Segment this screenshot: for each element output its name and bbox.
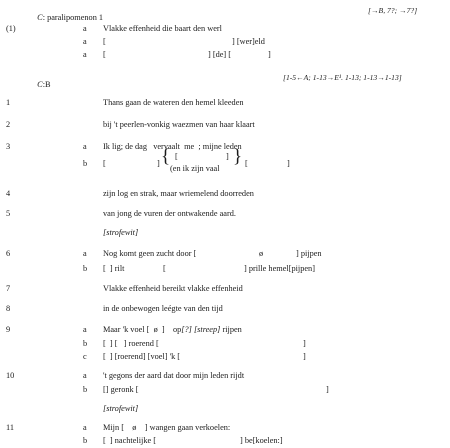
line-8: in de onbewogen leégte van den tijd — [103, 304, 223, 313]
section1-row-3-open: [ — [103, 50, 106, 59]
line-number-11: 11 — [6, 423, 14, 432]
section2-note: [1-5←A; 1-13→E¹. 1-13; 1-13→1-13] — [283, 73, 402, 82]
line-10-letter-b: b — [83, 385, 88, 394]
line-6b-3: ] prille hemel[pijpen] — [244, 264, 315, 273]
line-number-5: 5 — [6, 209, 11, 218]
line-6a-pre: Nog komt geen zucht door [ — [103, 249, 197, 258]
line-number-9: 9 — [6, 325, 11, 334]
section1-row-1: Vlakke effenheid die baart den werl — [103, 24, 222, 33]
line-9c-end: ] — [303, 352, 306, 361]
line-6b-1: [ ] rilt — [103, 264, 125, 273]
strofewit-2: [strofewit] — [103, 404, 139, 413]
line-11a: Mijn [ ø ] wangen gaan verkoelen: — [103, 423, 231, 432]
section2-title: C:B — [37, 80, 51, 90]
line-2: bij 't peerlen-vonkig waezmen van haar klaart — [103, 120, 255, 129]
section1-row-2-open: [ — [103, 37, 106, 46]
line-3b-end-close: ] — [287, 159, 290, 168]
line-6-letter-b: b — [83, 264, 88, 273]
line-9-letter-c: c — [83, 352, 87, 361]
line-3a: Ik lig; de dag vervaalt me ; mijne leden — [103, 142, 242, 151]
line-number-3: 3 — [6, 142, 11, 151]
strofewit-1: [strofewit] — [103, 228, 139, 237]
line-number-10: 10 — [6, 371, 15, 380]
line-9b: [ ] [ ] roerend [ — [103, 339, 159, 348]
line-3-letter-a: a — [83, 142, 87, 151]
line-3b-close: ] — [157, 159, 160, 168]
line-6a-mid: ø — [259, 249, 264, 258]
line-10-letter-a: a — [83, 371, 87, 380]
line-9b-end: ] — [303, 339, 306, 348]
section1-number: (1) — [6, 24, 16, 33]
line-3-letter-b: b — [83, 159, 88, 168]
line-9c: [ ] [roerend] [voel] 'k [ — [103, 352, 181, 361]
header-title: C: paralipomenon 1 — [37, 13, 104, 23]
brace-top-close: ] — [226, 152, 229, 161]
line-number-8: 8 — [6, 304, 11, 313]
line-9-letter-b: b — [83, 339, 88, 348]
line-9a: Maar 'k voel [ ø ] op[?] [streep] rijpen — [103, 325, 242, 334]
line-3b-open: [ — [103, 159, 106, 168]
section1-row-2-close: ] [wer]eld — [232, 37, 265, 46]
line-number-4: 4 — [6, 189, 11, 198]
brace-top-open: [ — [175, 152, 178, 161]
line-9-letter-a: a — [83, 325, 87, 334]
line-5: van jong de vuren der ontwakende aard. — [103, 209, 236, 218]
line-11-letter-a: a — [83, 423, 87, 432]
section1-row-3-tail: ] — [268, 50, 271, 59]
line-number-1: 1 — [6, 98, 11, 107]
line-4: zijn log en strak, maar wriemelend doorreden — [103, 189, 254, 198]
line-10b: [] geronk [ — [103, 385, 139, 394]
line-6-letter-a: a — [83, 249, 87, 258]
line-number-6: 6 — [6, 249, 11, 258]
line-10b-end: ] — [326, 385, 329, 394]
line-11b: [ ] nachtelijke [ — [103, 436, 156, 445]
line-number-7: 7 — [6, 284, 11, 293]
section1-letter-1: a — [83, 24, 87, 33]
line-1: Thans gaan de wateren den hemel kleeden — [103, 98, 244, 107]
line-6b-2: [ — [163, 264, 166, 273]
section1-letter-2: a — [83, 37, 87, 46]
line-3b-end-open: [ — [245, 159, 248, 168]
line-number-2: 2 — [6, 120, 11, 129]
line-7: Vlakke effenheid bereikt vlakke effenheid — [103, 284, 243, 293]
line-11b-end: ] be[koelen:] — [240, 436, 283, 445]
header-label: C — [37, 13, 43, 23]
line-11-letter-b: b — [83, 436, 88, 445]
section1-letter-3: a — [83, 50, 87, 59]
line-10a: 't gegons der aard dat door mijn leden rijdt — [103, 371, 245, 380]
brace-left: { — [161, 146, 171, 167]
brace-bottom-text: (en ik zijn vaal — [170, 164, 220, 173]
brace-right: } — [233, 146, 243, 167]
line-6a-post: ] pijpen — [296, 249, 322, 258]
section1-row-3-close: ] [de] [ — [208, 50, 232, 59]
section2-label: C — [37, 80, 43, 90]
header-note: [→B, 7?; →7?] — [368, 6, 418, 15]
